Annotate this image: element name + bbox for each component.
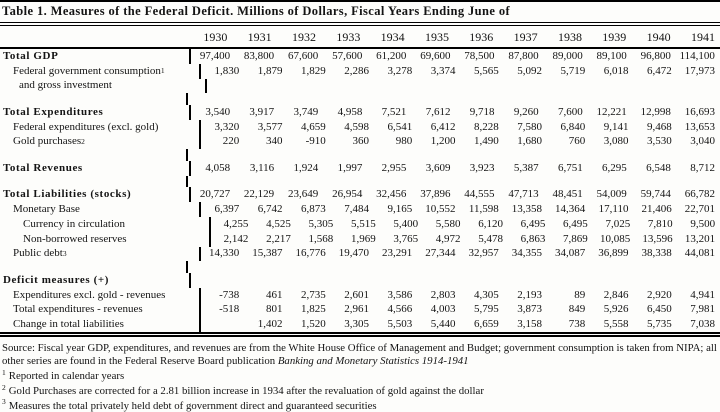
value-cell: 66,782 [684,188,715,201]
value-cell: 6,495 [520,217,546,230]
table-row [0,49,720,64]
value-cell: 6,472 [647,64,672,77]
value-cell: 5,515 [350,217,376,230]
year-header-cell: 1931 [247,29,272,44]
source-note [2,342,717,367]
value-cell: 5,735 [647,318,672,331]
value-cell: 1,200 [430,135,456,148]
value-cell: 2,961 [344,303,369,316]
year-header-cell: 1938 [557,29,582,44]
value-cell: 3,080 [603,135,629,148]
value-cell: 17,110 [598,203,629,216]
row-values [201,304,720,315]
value-cell: 83,800 [243,49,275,62]
row-label: Total Liabilities (stocks) [0,187,191,202]
row-values [211,219,720,230]
value-cell: 3,765 [393,232,419,245]
value-cell: 5,305 [308,217,334,230]
value-cell: 37,896 [420,188,451,201]
value-cell: 6,495 [563,217,588,230]
value-cell: 61,200 [376,49,407,62]
value-cell: 21,406 [641,203,672,216]
value-cell: 7,981 [690,303,715,316]
table-row [0,303,720,318]
value-cell: 89,000 [552,49,583,62]
value-cell: 1,969 [350,232,376,245]
value-cell: 27,344 [425,247,456,260]
value-cell: 4,058 [205,161,231,174]
value-cell: 36,899 [598,247,629,260]
value-cell: 67,600 [287,49,319,62]
value-cell: 7,038 [690,318,715,331]
value-cell: 738 [568,318,586,331]
row-label: Monetary Base [0,202,201,217]
source-publication: Banking and Monetary Statistics 1914-1941 [277,354,469,367]
row-values [211,234,720,245]
value-cell: 9,718 [469,105,495,118]
value-cell: 6,742 [257,203,283,216]
value-cell: 10,085 [599,232,631,245]
row-label: Public debt 3 [0,247,201,262]
source-text: Source: Fiscal year GDP, expenditures, and revenues are from the White House Office of Management and Budget; government consumption is taken from NIPA; all other series are found in the Federal Reserve Board publication [2,342,717,367]
row-values [191,163,720,174]
year-header-cell: 1937 [513,29,538,44]
value-cell: 6,863 [520,232,546,245]
value-cell: 3,278 [387,64,413,77]
value-cell: 1,924 [293,161,319,174]
value-cell: 32,957 [468,247,499,260]
value-cell: 6,295 [602,161,627,174]
table-row [0,120,720,135]
row-values [191,189,720,200]
value-cell: 38,338 [641,247,672,260]
value-cell: 57,600 [332,49,363,62]
row-label: Total Revenues [0,161,191,176]
row-label: Deficit measures (+) [0,273,191,288]
value-cell: 3,917 [249,105,275,118]
value-cell: 4,659 [301,120,326,133]
row-label: Total Expenditures [0,105,191,120]
value-cell: 13,358 [511,203,542,216]
value-cell: 849 [568,303,586,316]
value-cell: 1,568 [308,232,334,245]
value-cell: 2,735 [301,288,326,301]
row-label: Change in total liabilities [0,317,201,332]
row-values [201,248,720,259]
value-cell: 59,744 [640,188,671,201]
value-cell: 3,923 [469,161,495,174]
footnote-text: Measures the total privately held debt of government direct and guaranteed securities [8,399,377,412]
value-cell: 801 [266,303,283,316]
footnote-1 [2,367,717,383]
table-row [0,135,720,150]
value-cell: 1,402 [257,318,283,331]
row-values [201,66,720,77]
value-cell: 4,525 [266,217,291,230]
value-cell: 3,158 [517,318,542,331]
row-label: Total expenditures - revenues [0,303,201,318]
value-cell: 9,141 [603,120,629,133]
row-label: Federal government consumption 1 [0,64,201,79]
value-cell: 7,580 [517,120,542,133]
value-cell: 7,521 [381,105,407,118]
value-cell: 9,260 [513,105,539,118]
year-header-cell: 1932 [291,29,316,44]
value-cell: 220 [222,135,240,148]
year-header-values [188,31,720,43]
year-header-row [0,26,720,49]
value-cell: 8,712 [690,161,715,174]
value-cell: 96,800 [640,49,671,62]
value-cell: 114,100 [679,49,715,62]
value-cell: 1,829 [301,64,326,77]
value-cell: 16,693 [684,105,715,118]
value-cell [201,319,244,330]
row-label: Gold purchases 2 [0,135,201,150]
value-cell: 3,609 [425,161,451,174]
value-cell: 8,228 [474,120,499,133]
value-cell: 3,320 [214,120,240,133]
value-cell: 2,193 [517,288,542,301]
value-cell: 12,998 [640,105,671,118]
value-cell: 1,825 [301,303,326,316]
value-cell: 340 [266,135,283,148]
row-values [201,290,720,301]
row-label: Federal expenditures (excl. gold) [0,120,201,135]
value-cell: 6,548 [646,161,671,174]
year-header-cell: 1933 [336,29,361,44]
notes-section [0,337,720,412]
footnote-text: Reported in calendar years [8,370,125,383]
year-header-cell: 1936 [469,29,494,44]
row-values [191,107,720,118]
footnote-3 [2,397,717,412]
row-values [201,204,720,215]
value-cell: 3,116 [249,161,275,174]
year-header-cell: 1930 [203,29,228,44]
table-row [0,273,720,288]
value-cell: 13,596 [642,232,673,245]
value-cell: 3,374 [430,64,456,77]
value-cell: 32,456 [376,188,407,201]
year-header-cell: 1940 [646,29,671,44]
table-row [0,317,720,332]
value-cell: 15,387 [252,247,283,260]
value-cell: 4,255 [223,217,249,230]
table-title: Table 1. Measures of the Federal Deficit. Millions of Dollars, Fiscal Years Ending June of [0,2,720,26]
year-header-cell: 1939 [602,29,627,44]
row-values [201,136,720,147]
spacer-row [0,176,720,188]
value-cell: 461 [266,288,283,301]
value-cell: 9,500 [690,217,716,230]
footnote-marker: 2 [2,382,6,392]
value-cell: 6,018 [603,64,629,77]
value-cell: 2,803 [430,288,456,301]
footnote-2 [2,382,717,398]
value-cell: -910 [305,135,326,148]
value-cell: 3,305 [344,318,369,331]
value-cell: 26,954 [332,188,363,201]
value-cell: 5,440 [430,318,456,331]
value-cell: 5,565 [474,64,499,77]
value-cell: 3,577 [257,120,283,133]
footnote-text: Gold Purchases are corrected for a 2.81 billion increase in 1934 after the revaluation of gold against the dollar [8,385,484,398]
table-row [0,247,720,262]
value-cell: 7,612 [425,105,451,118]
value-cell: 5,503 [387,318,413,331]
table-row [0,105,720,120]
value-cell: 3,586 [387,288,413,301]
row-label [0,176,188,188]
value-cell: 78,500 [464,49,495,62]
value-cell: 5,580 [435,217,461,230]
value-cell: 6,120 [478,217,503,230]
value-cell: 4,305 [474,288,499,301]
value-cell: 2,142 [223,232,249,245]
value-cell: 69,600 [420,49,451,62]
spacer-row [0,93,720,105]
value-cell: 6,450 [647,303,672,316]
value-cell: 17,973 [684,64,715,77]
value-cell: 2,920 [647,288,672,301]
value-cell: 6,412 [430,120,456,133]
value-cell: 980 [395,135,413,148]
table-row [0,288,720,303]
row-values [201,122,720,133]
table-row [0,64,720,79]
value-cell: 4,566 [387,303,413,316]
row-label: Currency in circulation [0,217,211,232]
spacer-row [0,261,720,273]
value-cell: 3,873 [517,303,542,316]
value-cell: 44,555 [464,188,495,201]
value-cell: 4,598 [344,120,369,133]
value-cell: 16,776 [295,247,326,260]
value-cell: 6,659 [474,318,499,331]
table-row [0,232,720,247]
value-cell: 7,025 [605,217,631,230]
value-cell: 6,873 [301,203,326,216]
value-cell: 1,830 [214,64,240,77]
row-values [191,51,720,62]
value-cell: 87,800 [508,49,539,62]
value-cell: 1,520 [301,318,326,331]
value-cell: 4,958 [337,105,363,118]
value-cell: 22,129 [243,188,275,201]
value-cell: 3,040 [690,135,715,148]
table-row [0,202,720,217]
value-cell: 14,364 [555,203,586,216]
table-row [0,161,720,176]
value-cell: 19,470 [338,247,369,260]
value-cell: 9,165 [387,203,413,216]
value-cell: 2,955 [381,161,407,174]
value-cell: 13,653 [684,120,715,133]
value-cell: 1,997 [337,161,363,174]
footnote-marker: 3 [2,397,6,407]
value-cell: 5,795 [474,303,499,316]
row-label [0,149,188,161]
value-cell: 2,286 [344,64,369,77]
value-cell: 48,451 [552,188,583,201]
value-cell: 22,701 [684,203,715,216]
value-cell: 1,680 [517,135,542,148]
value-cell: 5,400 [393,217,419,230]
row-label [0,93,188,105]
year-header-cell: 1941 [690,29,715,44]
value-cell: 13,201 [684,232,716,245]
value-cell: 89,100 [596,49,627,62]
value-cell: 44,081 [684,247,715,260]
row-values [201,319,720,330]
year-header-cell: 1935 [424,29,449,44]
spacer-row [0,149,720,161]
value-cell: 7,600 [557,105,583,118]
value-cell: 6,840 [560,120,586,133]
row-label [0,261,188,273]
value-cell: 7,869 [563,232,588,245]
value-cell: 4,972 [435,232,461,245]
value-cell: 11,598 [468,203,499,216]
value-cell: -518 [219,303,240,316]
value-cell: 2,846 [603,288,629,301]
value-cell: -738 [219,288,240,301]
value-cell: 34,355 [511,247,542,260]
value-cell: 97,400 [199,49,231,62]
row-label: Non-borrowed reserves [0,232,211,247]
value-cell: 23,291 [382,247,413,260]
value-cell: 5,092 [517,64,542,77]
year-header-cell: 1934 [380,29,405,44]
value-cell: 34,087 [555,247,586,260]
value-cell: 3,530 [647,135,672,148]
row-label: Expenditures excl. gold - revenues [0,288,201,303]
value-cell: 20,727 [199,188,231,201]
table-row [0,217,720,232]
value-cell: 360 [352,135,369,148]
value-cell: 23,649 [287,188,319,201]
row-label: Total GDP [0,49,191,64]
value-cell: 10,552 [425,203,456,216]
value-cell: 3,540 [205,105,231,118]
value-cell: 6,751 [557,161,583,174]
value-cell: 2,601 [344,288,369,301]
value-cell: 4,003 [430,303,456,316]
value-cell: 5,387 [513,161,539,174]
value-cell: 1,879 [257,64,283,77]
value-cell: 12,221 [596,105,627,118]
value-cell: 5,719 [560,64,586,77]
value-cell: 47,713 [508,188,539,201]
value-cell: 6,397 [214,203,240,216]
value-cell: 760 [568,135,586,148]
value-cell: 3,749 [293,105,319,118]
value-cell: 5,926 [603,303,629,316]
table-row [0,187,720,202]
value-cell: 7,484 [344,203,369,216]
footnote-marker: 1 [2,367,6,377]
row-label: and gross investment [0,79,207,94]
value-cell: 6,541 [387,120,413,133]
value-cell: 5,558 [603,318,629,331]
value-cell: 4,941 [690,288,715,301]
value-cell: 9,468 [647,120,672,133]
table-row [0,79,720,94]
table-body [0,49,720,337]
value-cell: 89 [574,288,586,301]
value-cell: 1,490 [474,135,499,148]
value-cell: 2,217 [266,232,291,245]
value-cell: 7,810 [647,217,673,230]
value-cell: 14,330 [209,247,240,260]
value-cell: 54,009 [596,188,627,201]
value-cell: 5,478 [478,232,503,245]
